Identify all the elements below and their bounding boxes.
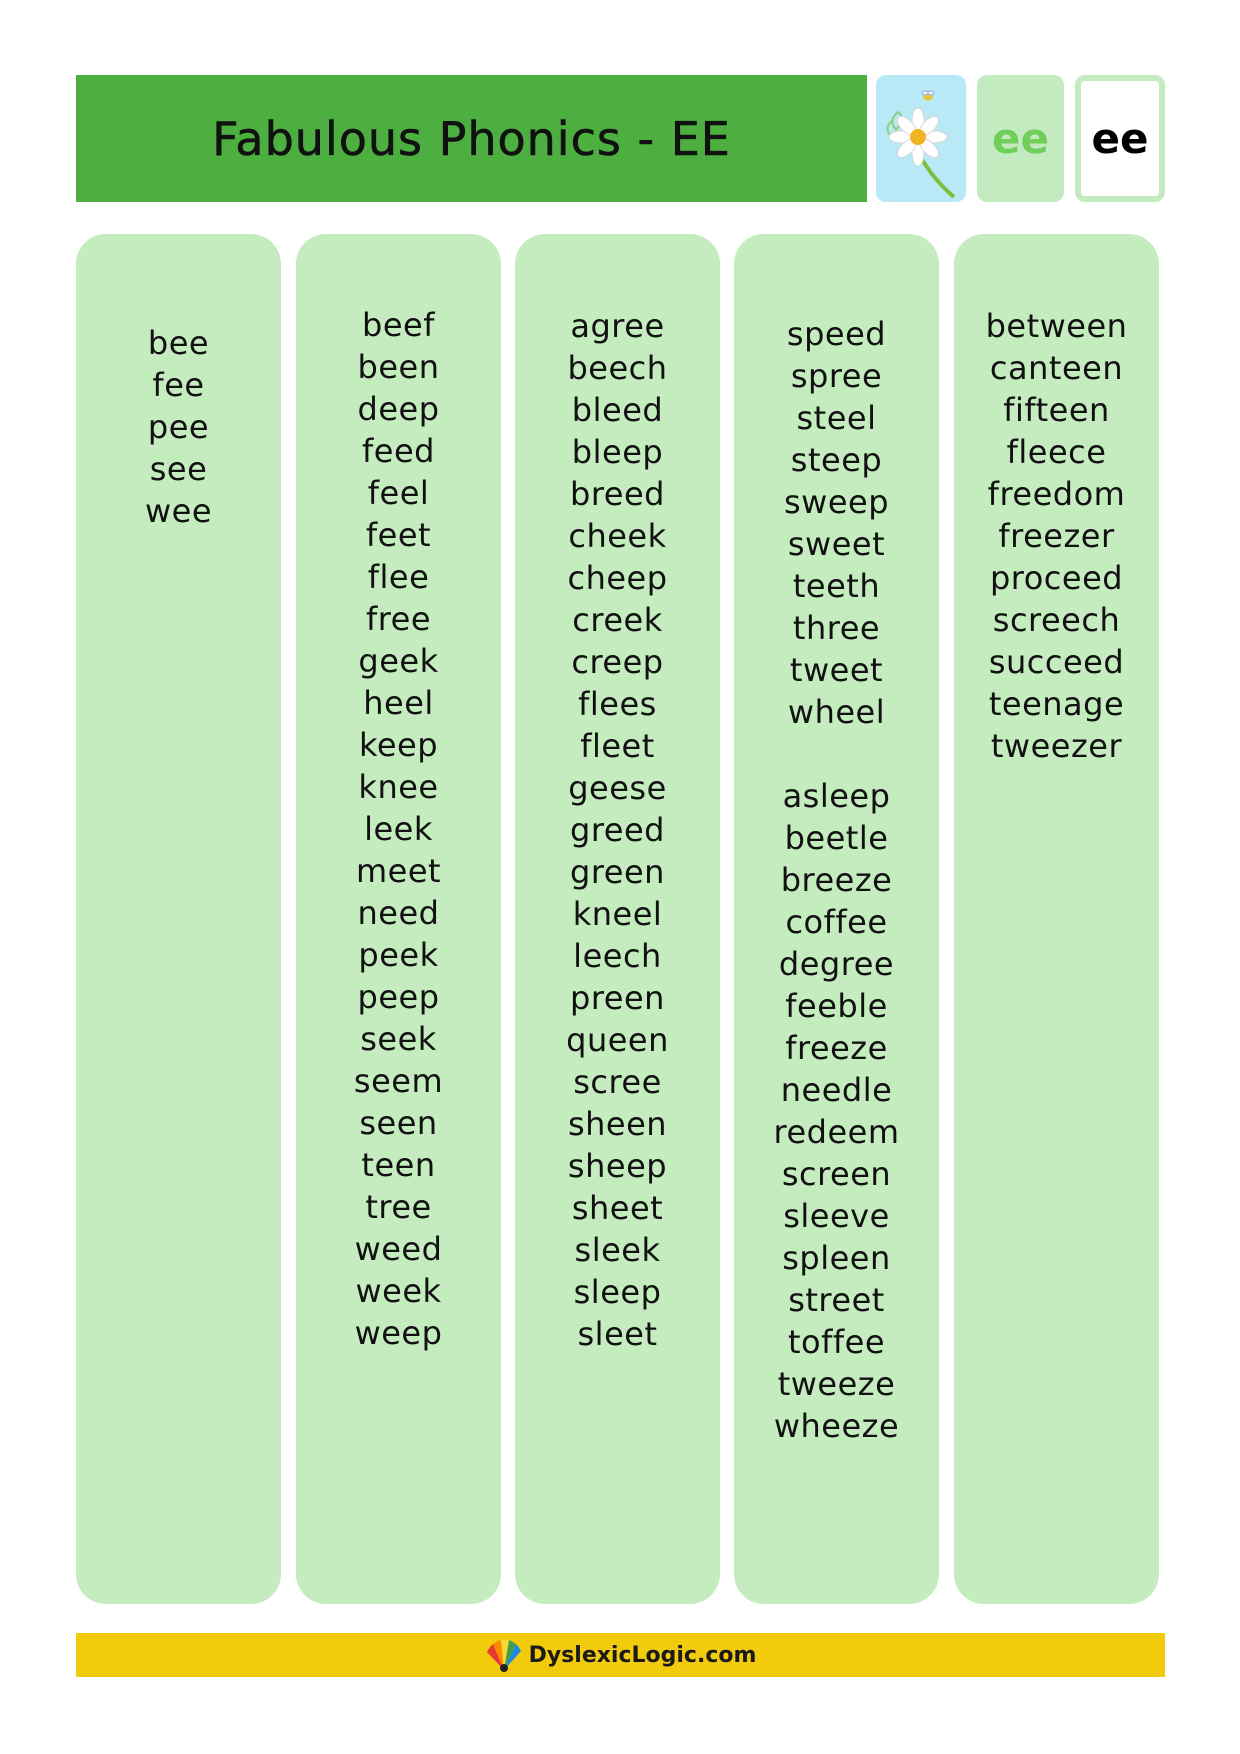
word-item: asleep (782, 777, 891, 815)
word-item: feed (362, 432, 435, 470)
word-item: needle (780, 1071, 893, 1109)
word-item: fifteen (1003, 391, 1110, 429)
word-item: screen (781, 1155, 892, 1193)
word-item: sweet (787, 525, 886, 563)
word-item: cheek (568, 517, 667, 555)
word-column-5 (954, 234, 1159, 1604)
word-item: sleeve (783, 1197, 890, 1235)
word-item: knee (358, 768, 439, 806)
word-item: steep (790, 441, 883, 479)
rainbow-fan-logo-icon (485, 1638, 523, 1672)
word-item: redeem (773, 1113, 900, 1151)
word-item: kneel (572, 895, 663, 933)
word-column-3 (515, 234, 720, 1604)
word-item: greed (570, 811, 665, 849)
word-item: sleek (574, 1231, 661, 1269)
grapheme-tile-green (977, 75, 1064, 202)
grapheme-tile-white (1075, 75, 1165, 202)
word-item: seen (359, 1104, 438, 1142)
word-item: street (788, 1281, 885, 1319)
word-item: spleen (782, 1239, 891, 1277)
word-item: queen (566, 1021, 669, 1059)
word-item: meet (355, 852, 442, 890)
word-item: breed (570, 475, 665, 513)
word-item: wee (144, 492, 213, 530)
word-list-4 (734, 234, 939, 1447)
grapheme-green-text: ee (992, 114, 1049, 163)
word-item: speed (786, 315, 887, 353)
word-item: beef (362, 306, 435, 344)
word-item: teen (361, 1146, 436, 1184)
word-item: keep (358, 726, 439, 764)
footer-bar (76, 1633, 1165, 1677)
word-item: seek (360, 1020, 437, 1058)
word-list-3 (515, 234, 720, 1355)
word-item: feel (367, 474, 430, 512)
word-item: spree (790, 357, 883, 395)
word-item: wheel (787, 693, 886, 731)
word-item: deep (357, 390, 440, 428)
word-item: bleed (571, 391, 664, 429)
word-item: tweeze (777, 1365, 896, 1403)
word-column-2 (296, 234, 501, 1604)
word-item: flees (578, 685, 657, 723)
word-item: tree (365, 1188, 432, 1226)
word-item: bee (147, 324, 210, 362)
word-item: sleet (577, 1315, 658, 1353)
word-item: preen (570, 979, 665, 1017)
word-item: leek (364, 810, 433, 848)
word-item: creek (572, 601, 663, 639)
word-item: wheeze (773, 1407, 900, 1445)
word-item: toffee (787, 1323, 886, 1361)
word-column-4 (734, 234, 939, 1604)
word-item: been (357, 348, 440, 386)
grapheme-black-text: ee (1091, 114, 1149, 163)
title-banner (76, 75, 867, 202)
word-item: degree (778, 945, 895, 983)
word-item: need (357, 894, 440, 932)
word-item: creep (571, 643, 664, 681)
word-item: leech (573, 937, 662, 975)
word-item: flee (367, 558, 430, 596)
word-list-5 (954, 234, 1159, 767)
daisy-picture-tile (876, 75, 966, 202)
word-item: breeze (780, 861, 893, 899)
word-item: geese (568, 769, 667, 807)
word-item: sheep (567, 1147, 668, 1185)
word-item: pee (147, 408, 210, 446)
word-item: sheen (567, 1105, 668, 1143)
word-item: canteen (989, 349, 1124, 387)
word-item: teeth (792, 567, 881, 605)
word-item: tweet (789, 651, 884, 689)
word-item: free (365, 600, 432, 638)
word-item: bleep (571, 433, 664, 471)
word-item: peep (357, 978, 440, 1016)
word-item: freezer (998, 517, 1115, 555)
word-item: beech (567, 349, 668, 387)
word-item: peek (358, 936, 439, 974)
word-item: between (985, 307, 1128, 345)
footer-brand: DyslexicLogic.com (528, 1642, 757, 1668)
word-item: fleet (580, 727, 655, 765)
word-item: steel (796, 399, 877, 437)
word-item: sweep (783, 483, 890, 521)
word-item: screech (992, 601, 1121, 639)
word-item: feeble (785, 987, 888, 1025)
word-column-1 (76, 234, 281, 1604)
word-item: freedom (987, 475, 1126, 513)
word-item: three (792, 609, 881, 647)
word-item: agree (570, 307, 665, 345)
word-item: fee (152, 366, 205, 404)
word-item: coffee (785, 903, 888, 941)
word-item: seem (353, 1062, 444, 1100)
word-item: scree (573, 1063, 662, 1101)
word-item: proceed (989, 559, 1124, 597)
word-item: fleece (1006, 433, 1107, 471)
daisy-icon (876, 75, 966, 202)
word-item: freeze (785, 1029, 888, 1067)
word-item: weep (354, 1314, 443, 1352)
word-item: weed (354, 1230, 443, 1268)
word-gap (734, 733, 939, 775)
word-item: see (149, 450, 208, 488)
word-item: feet (365, 516, 432, 554)
word-item: tweezer (990, 727, 1123, 765)
word-list-2 (296, 234, 501, 1354)
word-list-1 (76, 234, 281, 532)
word-item: teenage (988, 685, 1125, 723)
word-item: beetle (784, 819, 889, 857)
word-item: sheet (571, 1189, 664, 1227)
word-item: green (570, 853, 665, 891)
word-item: sleep (573, 1273, 662, 1311)
word-item: succeed (988, 643, 1125, 681)
word-item: week (355, 1272, 442, 1310)
word-item: geek (358, 642, 439, 680)
word-item: cheep (567, 559, 668, 597)
word-item: heel (363, 684, 434, 722)
page-title: Fabulous Phonics - EE (212, 111, 731, 166)
